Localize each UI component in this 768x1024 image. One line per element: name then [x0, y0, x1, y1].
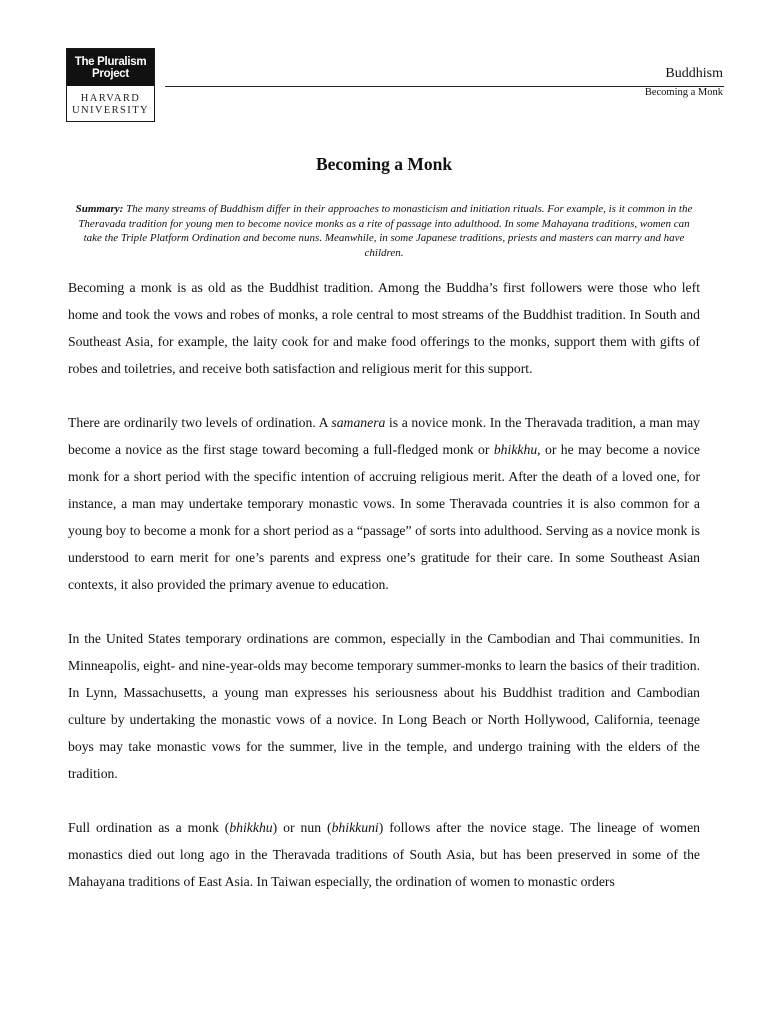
- document-body: [68, 274, 700, 922]
- paragraph-1: Becoming a monk is as old as the Buddhist tradition. Among the Buddha’s first followers were those who left home and took the vows and robes of monks, a role central to most streams of the Buddhist tradition. In South and Southeast Asia, for example, the laity cook for and make food offerings to the monks, support them with gifts of robes and toiletries, and receive both satisfaction and religious merit for this support.: [68, 280, 700, 376]
- paragraph-2-text: , or he may become a novice monk for a short period with the specific intention of accruing religious merit. After the death of a loved one, for instance, a man may undertake temporary monastic vows. In some Theravada countries it is also common for a young boy to become a monk for a short period as a “passage” of sorts into adulthood. Serving as a novice monk is understood to earn merit for one’s parents and express one’s gratitude for their care. In some Southeast Asian contexts, it also provided the primary avenue to education.: [68, 442, 700, 592]
- paragraph-4: [68, 814, 700, 895]
- summary-text: The many streams of Buddhism differ in their approaches to monasticism and initiation rituals. For example, is it common in the Theravada tradition for young men to become novice monks as a rite of passage into adulthood. In some Mahayana traditions, women can take the Triple Platform Ordination and become nuns. Meanwhile, in some Japanese traditions, priests and masters can marry and have children.: [78, 203, 693, 259]
- logo-harvard-block: [67, 86, 154, 123]
- term-samanera: samanera: [331, 415, 386, 430]
- paragraph-4-text: ) or nun (: [272, 820, 332, 835]
- header-section-title: Buddhism: [665, 66, 723, 81]
- summary-block: [68, 202, 700, 260]
- paragraph-2-text: There are ordinarily two levels of ordination. A: [68, 415, 332, 430]
- term-bhikkhu: bhikkhu: [493, 442, 538, 457]
- header-divider: [165, 86, 724, 87]
- term-bhikkhu: bhikkhu: [229, 820, 273, 835]
- header-subsection-title: Becoming a Monk: [644, 87, 723, 98]
- paragraph-4-text: Full ordination as a monk (: [68, 820, 230, 835]
- summary-label: Summary:: [75, 203, 124, 215]
- paragraph-3: In the United States temporary ordinations are common, especially in the Cambodian and Thai communities. In Minneapolis, eight- and nine-year-olds may become temporary summer-monks to learn the basics of their tradition. In Lynn, Massachusetts, a young man expresses his seriousness about his Buddhist tradition and Cambodian culture by undertaking the monastic vows of a novice. In Long Beach or North Hollywood, California, teenage boys may take monastic vows for the summer, live in the temple, and undergo training with the elders of the tradition.: [68, 631, 700, 781]
- paragraph-2: [68, 409, 700, 598]
- logo-line-university: UNIVERSITY: [72, 104, 149, 116]
- paragraph-4-text: ) follows after the novice stage. The lineage of women monastics died out long ago in the Theravada traditions of South Asia, but has been preserved in some of the Mahayana traditions of East Asia. In Taiwan especially, the ordination of women to monastic orders: [68, 820, 700, 889]
- logo-line-pluralism: The Pluralism: [74, 55, 147, 68]
- pluralism-project-logo: [66, 48, 155, 122]
- paragraph-2-text: is a novice monk. In the Theravada tradition, a man may become a novice as the first stage toward becoming a full-fledged monk or: [68, 415, 701, 457]
- term-bhikkuni: bhikkuni: [331, 820, 379, 835]
- logo-line-harvard: HARVARD: [80, 93, 141, 104]
- logo-line-project: Project: [92, 67, 129, 80]
- document-title: Becoming a Monk: [315, 154, 453, 174]
- logo-project-block: [67, 49, 154, 86]
